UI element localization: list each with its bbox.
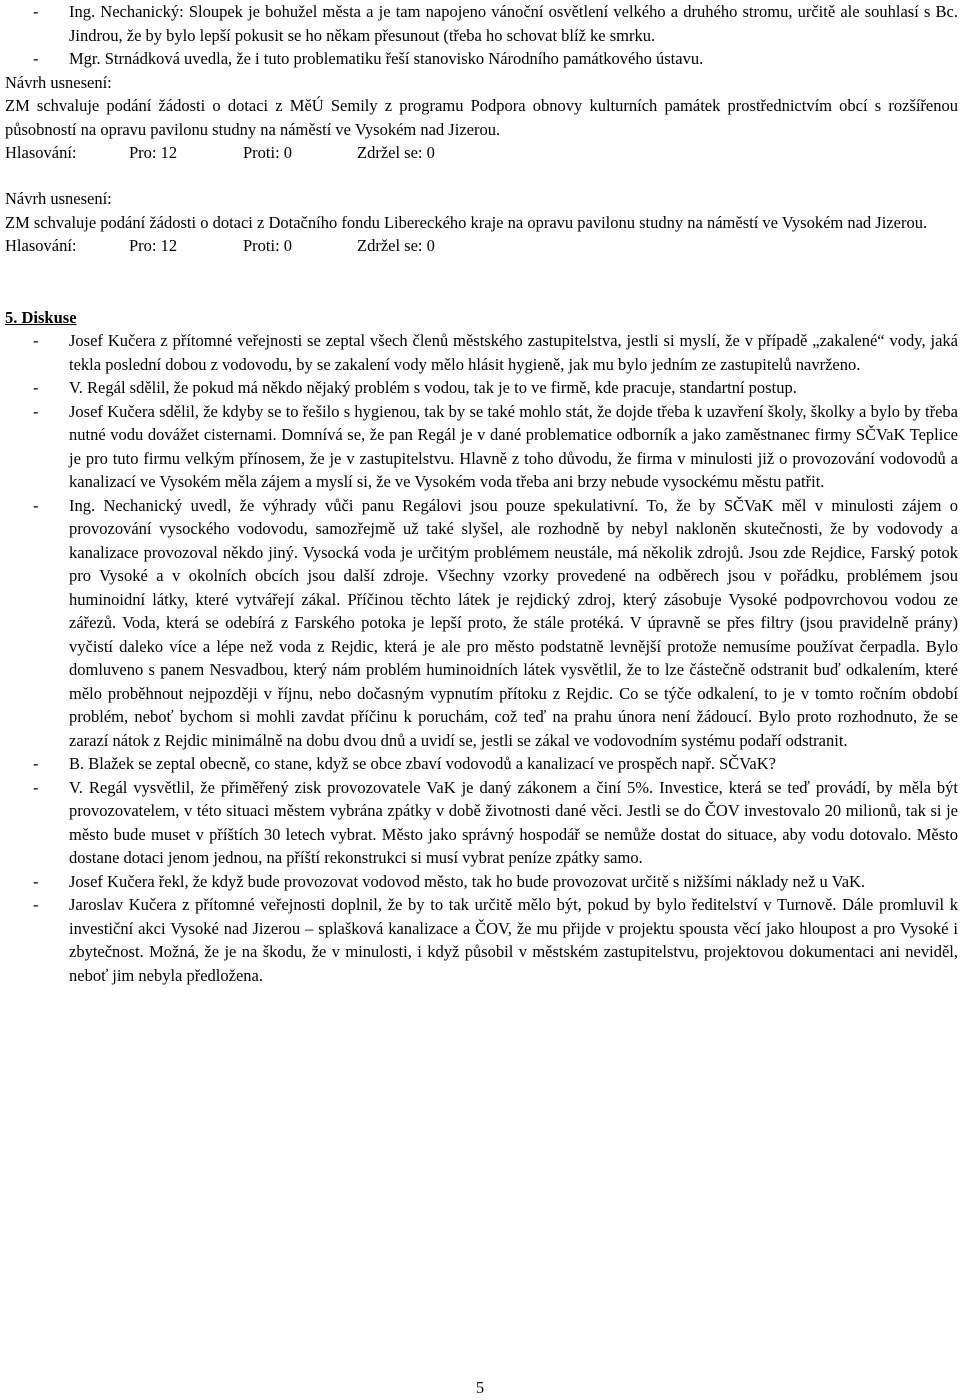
- bullet-dash: -: [33, 754, 39, 773]
- list-item: [5, 47, 958, 71]
- list-item: [5, 893, 958, 987]
- list-item-text: Ing. Nechanický uvedl, že výhrady vůči panu Regálovi jsou pouze spekulativní. To, že by SČVaK měl v minulosti zájem o provozování vysockého vodovodu, samozřejmě už také slyšel, ale rozhodně by nebyl nakloněn skutečnosti, že by vodovody a kanalizace provozoval někdo jiný. Vysocká voda je určitým problémem neustále, má několik zdrojů. Jsou zde Rejdice, Farský potok pro Vysoké a v okolních obcích jsou další zdroje. Všechny vzorky provedené na odběrech jsou v pořádku, problémem jsou huminoidní látky, které vytvářejí zákal. Příčinou těchto látek je rejdický zdroj, který zásobuje Vysoké podpovrchovou vodou ze zářezů. Voda, která se odebírá z Farského potoka je lepší proto, že stále protéká. V úpravně se přes filtry (jsou pravidelně prány) vyčistí daleko více a lépe než voda z Rejdic, která je ale pro město podstatně levnější protože nemusíme používat čerpadla. Bylo domluveno s panem Nesvadbou, který nám problém huminoidních látek vysvětlil, že to lze částečně odstranit buď odkalením, které mělo proběhnout nejpozději v říjnu, nebo dočasným vypnutím přítoku z Rejdic. Co se týče odkalení, to je v tomto ročním období problém, neboť bychom si mohli zavdat příčinu k poruchám, což teď na prahu února není žádoucí. Bylo proto rozhodnuto, že se zarazí nátok z Rejdic minimálně na dobu dvou dnů a uvidí se, jestli se zákal ve vodovodním systému podaří odstranit.: [69, 495, 958, 750]
- list-item-text: Josef Kučera řekl, že když bude provozovat vodovod město, tak ho bude provozovat určitě s nižšími náklady než u VaK.: [69, 871, 866, 891]
- page-content: [5, 0, 958, 987]
- bullet-dash: -: [33, 895, 39, 914]
- vote-line: [5, 234, 958, 258]
- vote-zdrzel: Zdržel se: 0: [357, 236, 435, 255]
- list-item: [5, 752, 958, 776]
- vote-pro: Pro: 12: [129, 143, 178, 162]
- section-heading: 5. Diskuse: [5, 307, 77, 327]
- bullet-dash: -: [33, 49, 39, 68]
- bullet-dash: -: [33, 777, 39, 797]
- bullet-dash: -: [33, 2, 39, 21]
- discussion-list: [5, 329, 958, 987]
- list-item: [5, 494, 958, 753]
- resolution-text: ZM schvaluje podání žádosti o dotaci z MěÚ Semily z programu Podpora obnovy kulturních památek prostřednictvím obcí s rozšířenou působností na opravu pavilonu studny na náměstí ve Vysokém nad Jizerou.: [5, 96, 958, 139]
- list-item-text: Jaroslav Kučera z přítomné veřejnosti doplnil, že by to tak určitě mělo být, pokud by bylo ředitelství v Turnově. Dále promluvil k investiční akci Vysoké nad Jizerou – splašková kanalizace a ČOV, že mu přijde v projektu spousta věcí jako hloupost a pro Vysoké i zbytečnost. Možná, že je na škodu, že v minulosti, i když působil v městském zastupitelstvu, projektovou dokumentaci ani neviděl, neboť jim nebyla předložena.: [69, 895, 958, 985]
- list-item-text: Josef Kučera sdělil, že kdyby se to řešilo s hygienou, tak by se také mohlo stát, že dojde třeba k uzavření školy, školky a bylo by třeba nutné vodu dovážet cisternami. Domnívá se, že pan Regál je v dané problematice odborník a jako zaměstnanec firmy SČVaK Teplice je pro tuto firmu velkým přínosem, že je v zastupitelstvu. Hlavně z toho důvodu, že firma v minulosti již o provozování vodovodů a kanalizací ve Vysokém měla zájem a myslí si, že ve Vysokém voda třeba ani brzy nebude vysockému městu patřit.: [69, 401, 958, 491]
- list-item-text: Mgr. Strnádková uvedla, že i tuto problematiku řeší stanovisko Národního památkového ústavu.: [69, 49, 704, 68]
- list-item-text: Ing. Nechanický: Sloupek je bohužel města a je tam napojeno vánoční osvětlení velkého a druhého stromu, určitě ale souhlasí s Bc. Jindrou, že by bylo lepší pokusit se ho někam přesunout (třeba ho schovat blíž ke smrku.: [69, 2, 958, 45]
- bullet-dash: -: [33, 331, 39, 350]
- list-item: [5, 870, 958, 894]
- vote-proti: Proti: 0: [243, 143, 293, 162]
- resolution-label: Návrh usnesení:: [5, 72, 112, 92]
- vote-proti: Proti: 0: [243, 236, 293, 255]
- list-item: [5, 0, 958, 47]
- vote-line: [5, 141, 958, 165]
- vote-label: Hlasování:: [5, 143, 77, 162]
- list-item: [5, 400, 958, 494]
- bullet-dash: -: [33, 401, 39, 421]
- bullet-dash: -: [33, 378, 39, 397]
- resolution-label: Návrh usnesení:: [5, 189, 112, 208]
- list-item: [5, 376, 958, 400]
- list-item-text: V. Regál vysvětlil, že přiměřený zisk provozovatele VaK je daný zákonem a činí 5%. Investice, která se teď provádí, by měla být provozovatelem, v této situaci městem vybrána zpátky v době životnosti dané věci. Jestli se do ČOV investovalo 20 milionů, tak si je město bude muset v příštích 30 letech vybrat. Město jako správný hospodář se nemůže dostat do situace, aby vodu dotovalo. Město dostane dotaci jenom jednou, na příští rekonstrukci si musí vybrat peníze zpátky samo.: [69, 777, 958, 867]
- list-item: [5, 776, 958, 870]
- page-number: 5: [475, 1378, 485, 1397]
- list-item: [5, 329, 958, 376]
- resolution-block: [5, 187, 958, 258]
- vote-zdrzel: Zdržel se: 0: [357, 143, 435, 162]
- bullet-dash: -: [33, 871, 39, 891]
- list-item-text: Josef Kučera z přítomné veřejnosti se zeptal všech členů městského zastupitelstva, jestli si myslí, že v případě „zakalené“ vody, jaká tekla poslední dobou z vodovodu, by se zakalení vody mělo hlásit hygieně, jak mu bylo jedním ze zastupitelů navrženo.: [69, 331, 958, 374]
- top-bullet-list: [5, 0, 958, 71]
- list-item-text: V. Regál sdělil, že pokud má někdo nějaký problém s vodou, tak je to ve firmě, kde pracuje, standartní postup.: [69, 378, 797, 397]
- spacer: [5, 258, 958, 306]
- vote-pro: Pro: 12: [129, 236, 178, 255]
- bullet-dash: -: [33, 495, 39, 515]
- vote-label: Hlasování:: [5, 236, 77, 255]
- resolution-block: [5, 71, 958, 165]
- resolution-text: ZM schvaluje podání žádosti o dotaci z Dotačního fondu Libereckého kraje na opravu pavilonu studny na náměstí ve Vysokém nad Jizerou.: [5, 212, 928, 232]
- list-item-text: B. Blažek se zeptal obecně, co stane, když se obce zbaví vodovodů a kanalizací ve prospěch např. SČVaK?: [69, 754, 776, 773]
